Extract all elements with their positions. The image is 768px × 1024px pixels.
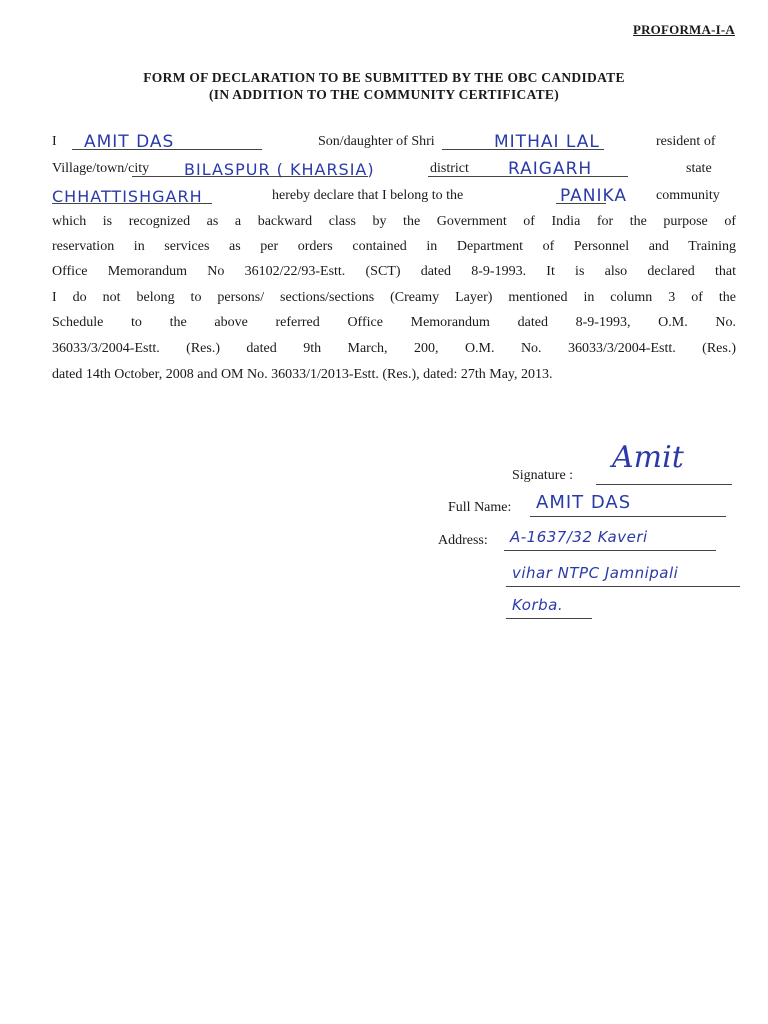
state-value: CHHATTISHGARH bbox=[52, 187, 203, 206]
body-line-4: I do not belong to persons/ sections/sections (Creamy Layer) mentioned in column 3 of the bbox=[52, 290, 736, 305]
district-label: district bbox=[430, 161, 469, 176]
belong-label: hereby declare that I belong to the bbox=[272, 188, 464, 203]
body-line-3: Office Memorandum No 36102/22/93-Estt. (SCT) dated 8-9-1993. It is also declared that bbox=[52, 264, 736, 279]
body-line-5: Schedule to the above referred Office Memorandum dated 8-9-1993, O.M. No. bbox=[52, 315, 736, 330]
village-value: BILASPUR ( KHARSIA) bbox=[184, 160, 375, 179]
village-underline bbox=[132, 176, 368, 177]
signature-underline bbox=[596, 484, 732, 485]
form-subtitle: (IN ADDITION TO THE COMMUNITY CERTIFICATE) bbox=[208, 87, 560, 102]
address-line-2: vihar NTPC Jamnipali bbox=[512, 564, 679, 582]
state-underline bbox=[52, 203, 212, 204]
proforma-label: PROFORMA-I-A bbox=[632, 22, 735, 37]
name-underline bbox=[72, 149, 262, 150]
father-underline bbox=[442, 149, 604, 150]
community-underline bbox=[556, 203, 606, 204]
address-underline-3 bbox=[506, 618, 592, 619]
district-value: RAIGARH bbox=[508, 159, 593, 179]
full-name-value: AMIT DAS bbox=[536, 492, 632, 513]
address-underline-1 bbox=[504, 550, 716, 551]
address-label: Address: bbox=[438, 533, 488, 548]
candidate-name-value: AMIT DAS bbox=[84, 132, 175, 152]
state-label: state bbox=[686, 161, 712, 176]
address-line-1: A-1637/32 Kaveri bbox=[510, 528, 648, 546]
community-label: community bbox=[656, 188, 720, 203]
full-name-underline bbox=[530, 516, 726, 517]
address-underline-2 bbox=[506, 586, 740, 587]
form-title: FORM OF DECLARATION TO BE SUBMITTED BY THE OBC CANDIDATE bbox=[143, 70, 625, 85]
body-line-1: which is recognized as a backward class by the Government of India for the purpose of bbox=[52, 214, 736, 229]
father-name-value: MITHAI LAL bbox=[494, 132, 600, 152]
address-line-3: Korba. bbox=[512, 596, 564, 614]
district-underline bbox=[428, 176, 628, 177]
body-line-7: dated 14th October, 2008 and OM No. 36033/1/2013-Estt. (Res.), dated: 27th May, 2013. bbox=[52, 367, 553, 382]
body-line-2: reservation in services as per orders contained in Department of Personnel and Training bbox=[52, 239, 736, 254]
body-line-6: 36033/3/2004-Estt. (Res.) dated 9th March, 200, O.M. No. 36033/3/2004-Estt. (Res.) bbox=[52, 341, 736, 356]
community-value: PANIKA bbox=[560, 186, 628, 206]
village-label: Village/town/city bbox=[52, 161, 150, 176]
signature-image: Amit bbox=[612, 440, 684, 475]
full-name-label: Full Name: bbox=[448, 500, 512, 515]
son-daughter-label: Son/daughter of Shri bbox=[318, 134, 435, 149]
prefix-i: I bbox=[52, 134, 57, 149]
signature-label: Signature : bbox=[512, 468, 574, 483]
resident-label: resident of bbox=[656, 134, 716, 149]
